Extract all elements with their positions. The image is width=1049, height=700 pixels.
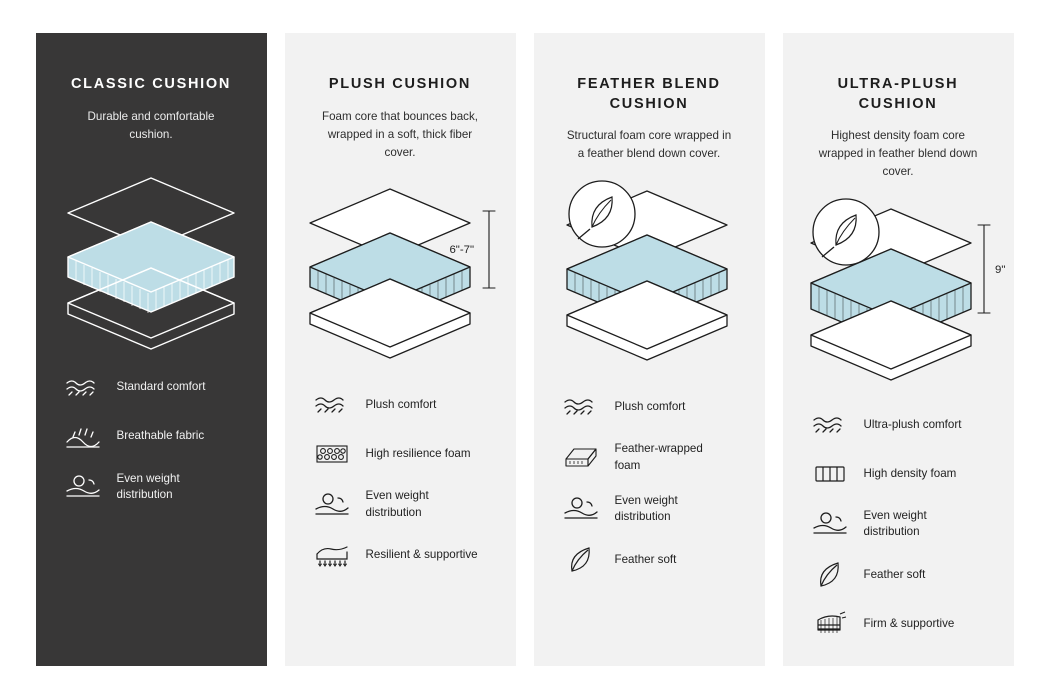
feather-wrapped-foam-icon xyxy=(560,443,602,473)
feature-label: Resilient & supportive xyxy=(365,548,478,562)
feature-item[interactable] xyxy=(62,422,243,452)
feature-item[interactable] xyxy=(62,373,243,403)
card-description: Highest density foam core wrapped in feather blend down cover. xyxy=(818,129,978,179)
feature-label: Even weight distribution xyxy=(614,493,678,524)
cushion-card-ultra-plush[interactable] xyxy=(783,33,1014,666)
card-description: Structural foam core wrapped in a feather blend down cover. xyxy=(566,129,732,161)
cushion-card-feather-blend[interactable] xyxy=(534,33,765,666)
high-resilience-foam-icon xyxy=(311,439,353,469)
cushion-card-plush[interactable] xyxy=(285,33,516,666)
feature-label: Feather-wrapped foam xyxy=(614,442,703,472)
card-title: FEATHER BLEND CUSHION xyxy=(577,76,721,112)
card-description: Durable and comfortable cushion. xyxy=(87,109,215,141)
feature-item[interactable] xyxy=(560,392,741,422)
feature-item[interactable] xyxy=(560,493,741,526)
dimension-label: 9" xyxy=(994,264,1005,277)
feature-list xyxy=(783,410,1014,639)
leaf-badge xyxy=(569,181,635,247)
feature-list xyxy=(534,392,765,575)
feature-label: Ultra-plush comfort xyxy=(863,417,962,431)
card-title: CLASSIC CUSHION xyxy=(70,76,232,92)
cushion-card-classic[interactable] xyxy=(36,33,267,666)
feather-soft-icon xyxy=(809,560,851,590)
feature-label: Feather soft xyxy=(863,567,926,581)
feature-label: Even weight distribution xyxy=(116,471,180,501)
wave-lines-icon xyxy=(62,373,104,403)
wave-lines-icon xyxy=(809,410,851,440)
card-title: PLUSH CUSHION xyxy=(328,76,472,92)
feature-item[interactable] xyxy=(809,410,990,440)
feature-label: High resilience foam xyxy=(365,447,471,461)
firm-supportive-icon xyxy=(809,609,851,639)
card-description: Foam core that bounces back, wrapped in a soft, thick fiber cover. xyxy=(322,109,478,159)
feature-label: High density foam xyxy=(863,466,957,480)
cushion-layers-illustration xyxy=(534,169,765,384)
wave-lines-icon xyxy=(560,392,602,422)
wave-lines-icon xyxy=(311,390,353,420)
feature-item[interactable] xyxy=(560,545,741,575)
feature-list xyxy=(36,373,267,504)
leaf-badge xyxy=(813,199,879,265)
feature-label: Breathable fabric xyxy=(116,429,205,443)
even-weight-distribution-icon xyxy=(62,472,104,502)
feature-label: Plush comfort xyxy=(614,399,686,413)
high-density-foam-icon xyxy=(809,459,851,489)
feature-item[interactable] xyxy=(311,390,492,420)
feature-label: Even weight distribution xyxy=(863,509,927,539)
feature-item[interactable] xyxy=(560,441,741,474)
feature-item[interactable] xyxy=(809,459,990,489)
feature-item[interactable] xyxy=(311,488,492,521)
even-weight-distribution-icon xyxy=(560,494,602,524)
cushion-layers-illustration xyxy=(285,167,516,382)
feature-label: Standard comfort xyxy=(116,380,206,394)
feature-item[interactable] xyxy=(809,609,990,639)
card-title: ULTRA-PLUSH CUSHION xyxy=(837,76,959,112)
cushion-layers-illustration xyxy=(36,150,267,365)
feature-label: Even weight distribution xyxy=(365,489,429,519)
feature-label: Plush comfort xyxy=(365,398,437,412)
feature-item[interactable] xyxy=(809,560,990,590)
even-weight-distribution-icon xyxy=(809,509,851,539)
feature-item[interactable] xyxy=(809,508,990,541)
feature-label: Feather soft xyxy=(614,552,677,566)
feature-item[interactable] xyxy=(311,540,492,570)
cushion-layers-illustration xyxy=(783,187,1014,402)
feature-list xyxy=(285,390,516,570)
breathable-fabric-icon xyxy=(62,422,104,452)
dimension-label: 6"-7" xyxy=(448,244,474,257)
even-weight-distribution-icon xyxy=(311,490,353,520)
feature-item[interactable] xyxy=(62,471,243,504)
feature-item[interactable] xyxy=(311,439,492,469)
feather-soft-icon xyxy=(560,545,602,575)
resilient-supportive-icon xyxy=(311,540,353,570)
feature-label: Firm & supportive xyxy=(863,616,955,630)
